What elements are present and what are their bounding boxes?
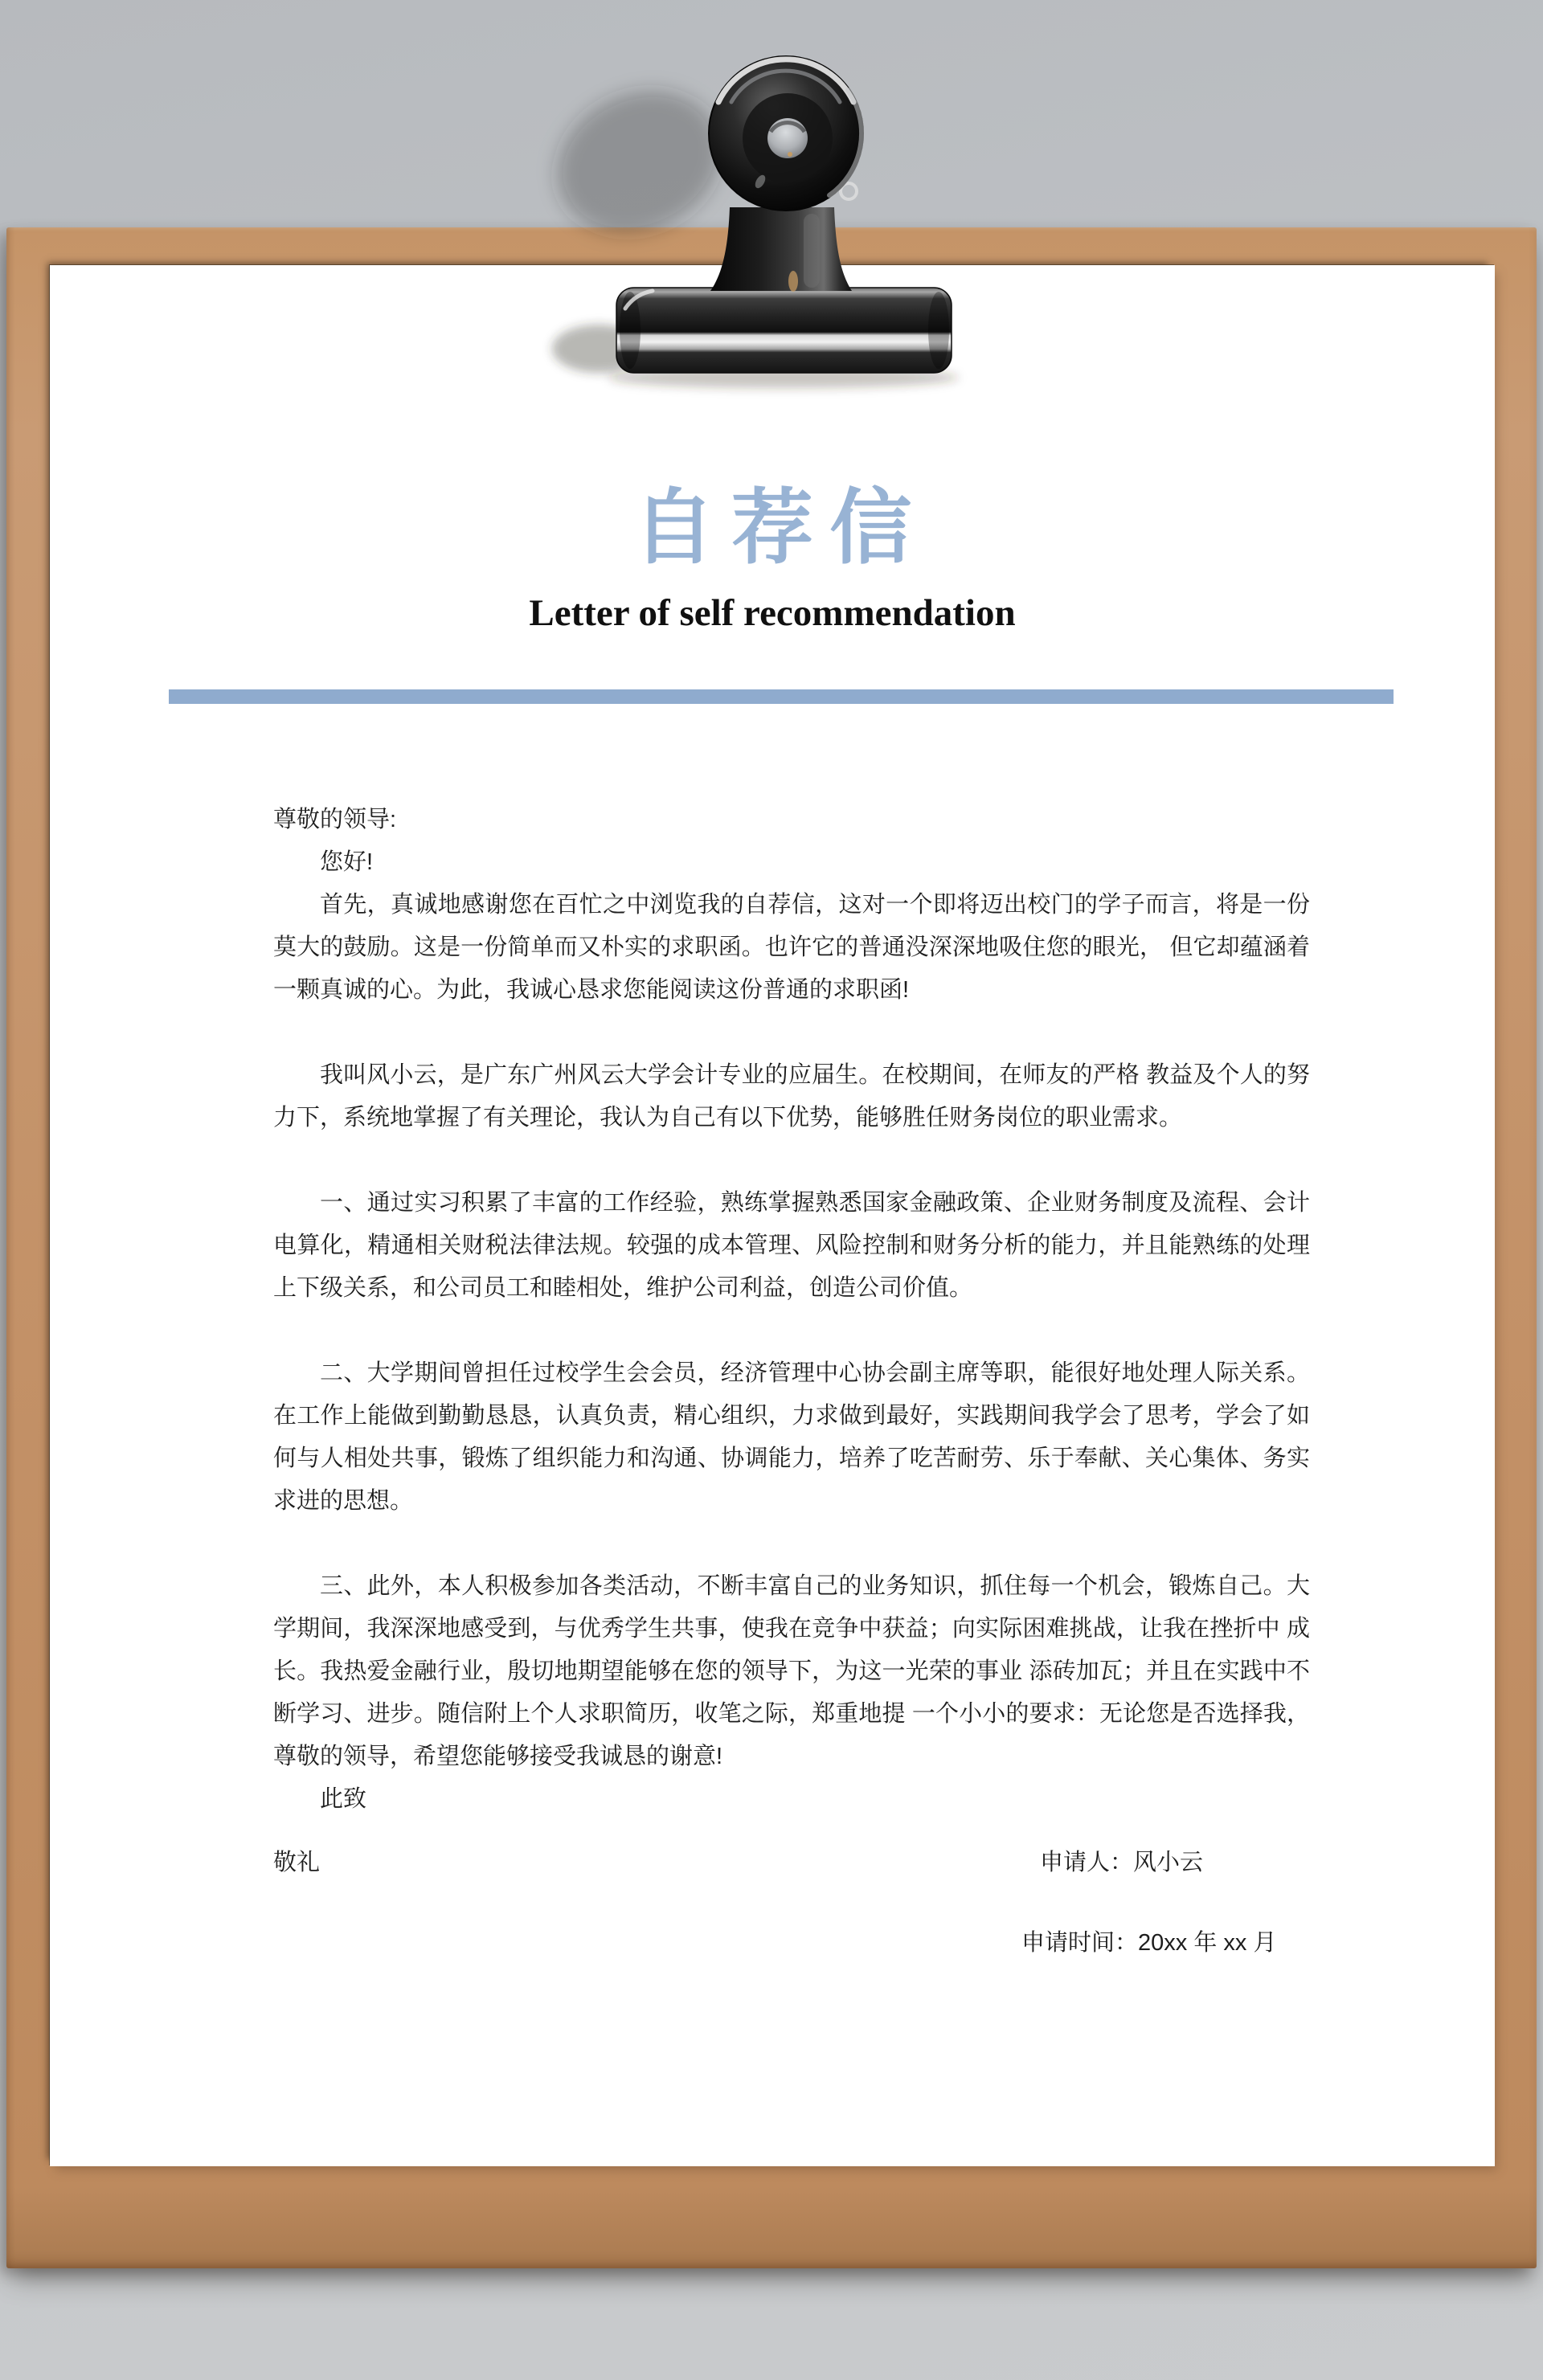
date-label: 申请时间： xyxy=(1021,1930,1139,1956)
applicant-name: 风小云 xyxy=(1133,1850,1204,1875)
binder-clip-icon xyxy=(563,18,980,384)
letter-title-cn: 自荐信 xyxy=(632,482,928,574)
clip-neck-highlight xyxy=(804,214,820,288)
title-divider xyxy=(169,689,1394,704)
salutation: 尊敬的领导: xyxy=(273,807,397,832)
letter-body xyxy=(273,799,1310,1965)
letter-paragraph: 一、通过实习积累了丰富的工作经验，熟练掌握熟悉国家金融政策、企业财务制度及流程、会计电算化，精通相关财税法律法规。较强的成本管理、风险控制和财务分析的能力，并且能熟练的处理上下级关系，和公司员工和睦相处，维护公司利益，创造公司价值。 xyxy=(273,1190,1310,1301)
greeting: 您好! xyxy=(320,849,374,875)
closing-salute: 敬礼 xyxy=(273,1850,321,1875)
applicant-label: 申请人： xyxy=(1040,1850,1134,1875)
clip-bar-endcap xyxy=(928,292,949,369)
letter-paragraph: 我叫风小云，是广东广州风云大学会计专业的应届生。在校期间，在师友的严格 教益及个人的努力下，系统地掌握了有关理论，我认为自己有以下优势，能够胜任财务岗位的职业需求。 xyxy=(273,1062,1310,1131)
clip-glint xyxy=(788,271,798,292)
letter-title-en: Letter of self recommendation xyxy=(529,592,1016,634)
clip-shadow xyxy=(534,65,744,260)
clip-neck xyxy=(710,207,852,291)
letter-paragraph: 首先，真诚地感谢您在百忙之中浏览我的自荐信，这对一个即将迈出校门的学子而言，将是一份莫大的鼓励。这是一份简单而又朴实的求职函。也许它的普通没深深地吸住您的眼光， 但它却蕴涵着一颗真诚的心。为此，我诚心恳求您能阅读这份普通的求职函! xyxy=(273,892,1310,1003)
letter-paragraphs xyxy=(273,884,1310,1778)
signature-row xyxy=(273,1842,1310,1884)
letter-paper xyxy=(50,265,1495,2166)
letter-paragraph: 二、大学期间曾担任过校学生会会员，经济管理中心协会副主席等职，能很好地处理人际关系。在工作上能做到勤勤恳恳，认真负责，精心组织，力求做到最好，实践期间我学会了思考，学会了如何与人相处共事，锻炼了组织能力和沟通、协调能力，培养了吃苦耐劳、乐于奉献、关心集体、务实求进的思想。 xyxy=(273,1360,1310,1514)
clip-bar xyxy=(616,288,952,373)
date-row xyxy=(273,1922,1310,1965)
date-value: 20xx 年 xx 月 xyxy=(1138,1930,1277,1956)
letter-paragraph: 三、此外，本人积极参加各类活动，不断丰富自己的业务知识，抓住每一个机会，锻炼自己。大学期间，我深深地感受到，与优秀学生共事，使我在竞争中获益；向实际困难挑战，让我在挫折中 成长。我热爱金融行业，殷切地期望能够在您的领导下，为这一光荣的事业 添砖加瓦；并且在实践中不断学习、进步。随信附上个人求职简历，收笔之际，郑重地提 一个小小的要求：无论您是否选择我，尊敬的领导，希望您能够接受我诚恳的谢意! xyxy=(273,1573,1310,1769)
clip-glint xyxy=(788,152,792,157)
closing-respect: 此致 xyxy=(320,1786,367,1812)
date-line xyxy=(1021,1922,1276,1965)
applicant-line xyxy=(1040,1842,1203,1884)
